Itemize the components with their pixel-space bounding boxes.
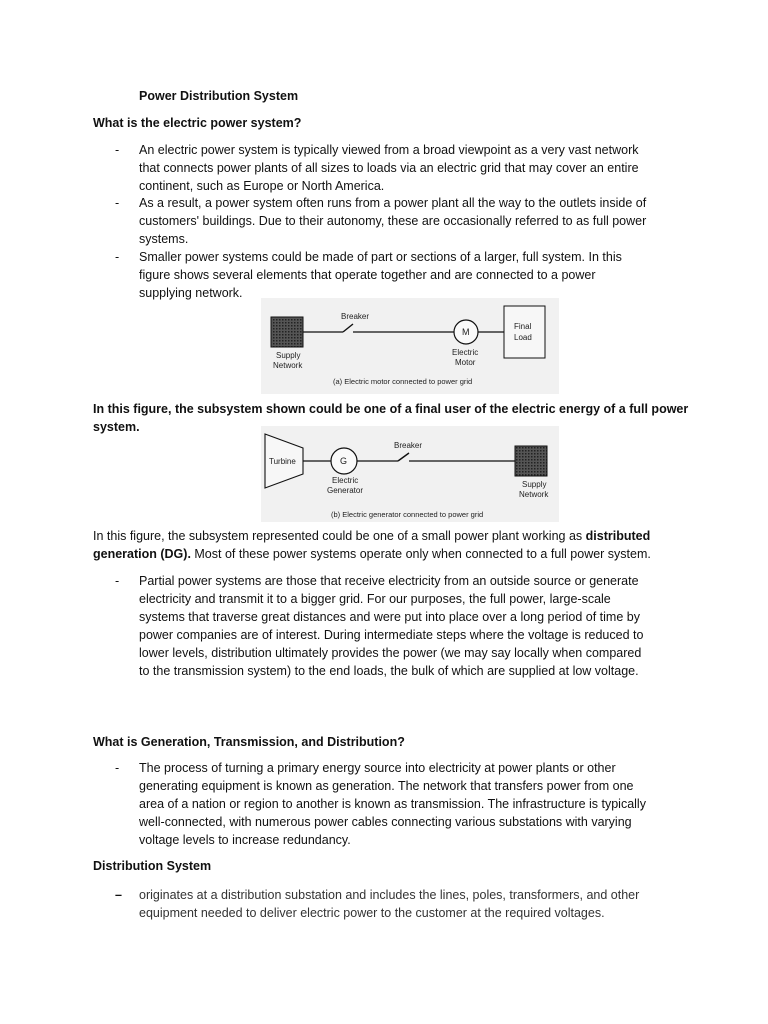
bullet-smaller-power-systems (139, 248, 622, 302)
text-line: equipment needed to deliver electric power to the customer at the required voltages. (139, 906, 605, 920)
text-line: electricity and transmit it to a bigger grid. For our purposes, the full power, large-scale (139, 592, 611, 606)
text-span: Most of these power systems operate only when connected to a full power system. (190, 547, 651, 561)
final-load-block (504, 306, 545, 358)
text-line: voltage levels to increase redundancy. (139, 833, 351, 847)
text-line (93, 545, 651, 563)
figure-b-caption: (b) Electric generator connected to power grid (331, 510, 484, 519)
text-line: systems. (139, 232, 189, 246)
supply-network-block (515, 446, 547, 476)
text-line: well-connected, with numerous power cables connecting various substations with varying (139, 815, 632, 829)
text-line: The process of turning a primary energy source into electricity at power plants or other (139, 761, 616, 775)
section-heading-power-system: What is the electric power system? (93, 116, 302, 130)
generator-symbol: G (340, 456, 348, 466)
text-line: Smaller power systems could be made of part or sections of a larger, full system. In this (139, 250, 622, 264)
text-line: lower levels, distribution ultimately provides the power (we may say locally when compared (139, 646, 642, 660)
text-line: system. (93, 420, 140, 434)
text-line: In this figure, the subsystem shown could be one of a final user of the electric energy of a full power (93, 402, 689, 416)
bullet-power-system-overview (139, 141, 639, 195)
bold-term: generation (DG). (93, 547, 191, 561)
bullet-dash: – (115, 888, 122, 902)
bullet-dash: - (115, 143, 120, 157)
network-label: Network (519, 490, 549, 499)
text-line: continent, such as Europe or North America. (139, 179, 385, 193)
motor-symbol: M (462, 327, 470, 337)
breaker-symbol (398, 453, 409, 461)
document-title: Power Distribution System (139, 89, 299, 103)
text-line: power companies are of interest. During intermediate steps where the voltage is reduced to (139, 628, 644, 642)
bold-term: distributed (585, 529, 651, 543)
text-line: area of a nation or region to another is known as transmission. The infrastructure is typically (139, 797, 646, 811)
bullet-partial-power-systems (139, 572, 643, 680)
generator-label-line1: Electric (332, 476, 359, 485)
text-span: In this figure, the subsystem represented could be one of a small power plant working as (93, 529, 586, 543)
section-heading-distribution-system: Distribution System (93, 859, 212, 873)
text-line: As a result, a power system often runs from a power plant all the way to the outlets inside of (139, 196, 647, 210)
text-line: supplying network. (139, 286, 243, 300)
text-line: customers' buildings. Due to their autonomy, these are occasionally referred to as full power (139, 214, 647, 228)
bullet-dash: - (115, 574, 120, 588)
generator-label-line2: Generator (327, 486, 364, 495)
motor-label-line2: Motor (455, 358, 476, 367)
text-line (93, 527, 651, 545)
turbine-label: Turbine (269, 457, 296, 466)
text-line: originates at a distribution substation and includes the lines, poles, transformers, and other (139, 888, 640, 902)
load-label-line2: Load (514, 333, 532, 342)
breaker-label: Breaker (341, 312, 370, 321)
text-line: An electric power system is typically viewed from a broad viewpoint as a very vast network (139, 143, 639, 157)
figure-a-caption: (a) Electric motor connected to power grid (333, 377, 473, 386)
bullet-dash: - (115, 196, 120, 210)
text-line: Partial power systems are those that receive electricity from an outside source or generate (139, 574, 639, 588)
motor-label-line1: Electric (452, 348, 479, 357)
text-line: figure shows several elements that operate together and are connected to a power (139, 268, 596, 282)
bullet-full-power-systems (139, 194, 646, 248)
bullet-distribution-definition (139, 886, 639, 922)
supply-label: Supply (522, 480, 547, 489)
breaker-symbol (343, 324, 353, 332)
bullet-dash: - (115, 250, 120, 264)
bullet-generation-transmission (139, 759, 646, 849)
section-heading-generation-transmission-distribution: What is Generation, Transmission, and Distribution? (93, 735, 405, 749)
text-line: systems that traverse great distances and were put into place over a long period of time by (139, 610, 640, 624)
bullet-dash: - (115, 761, 120, 775)
text-line: that connects power plants of all sizes to loads via an electric grid that may cover an entire (139, 161, 639, 175)
supply-network-block (271, 317, 303, 347)
figure-electric-generator-diagram (261, 426, 559, 522)
text-line: to the transmission system) to the end loads, the bulk of which are supplied at low voltage. (139, 664, 639, 678)
breaker-label: Breaker (394, 441, 423, 450)
network-label: Network (273, 361, 303, 370)
figure-b-description (93, 527, 651, 563)
supply-label: Supply (276, 351, 301, 360)
text-line: generating equipment is known as generation. The network that transfers power from one (139, 779, 634, 793)
figure-electric-motor-diagram (261, 298, 559, 394)
load-label-line1: Final (514, 322, 532, 331)
